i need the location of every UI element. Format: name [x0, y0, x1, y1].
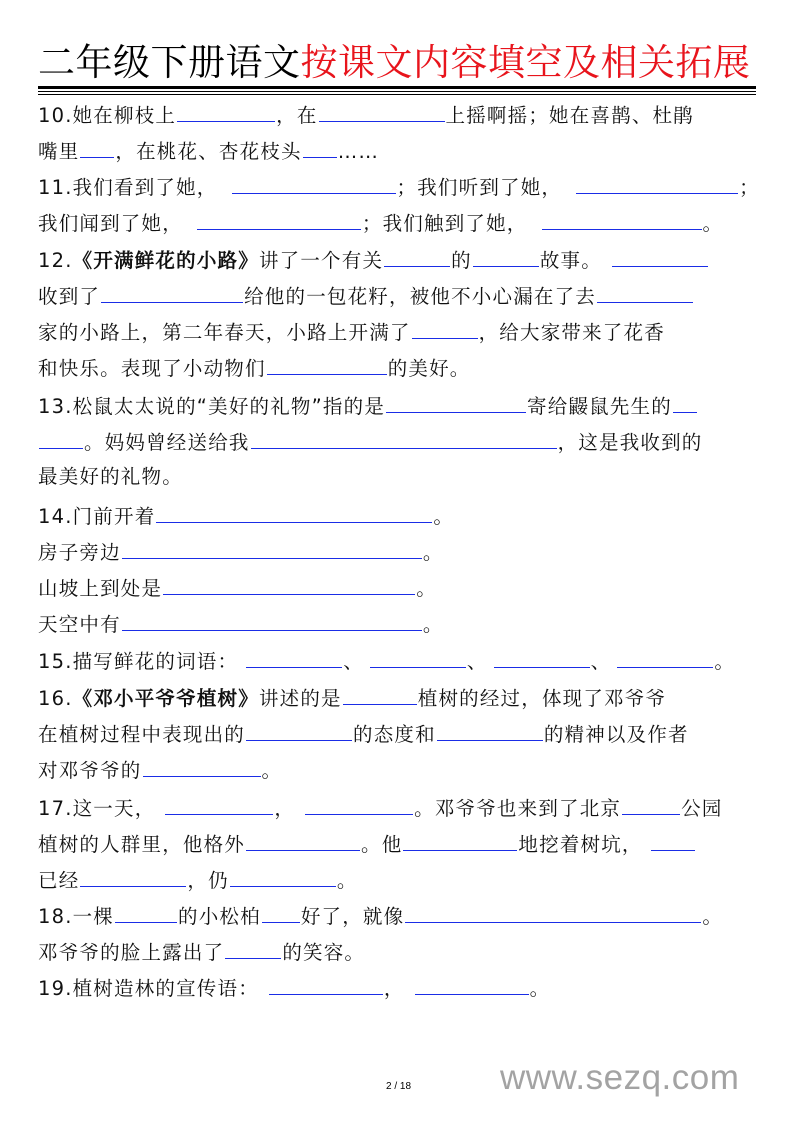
text: ，: [383, 977, 405, 1000]
header-rule-thick: [38, 86, 756, 89]
page-indicator: 2 / 18: [386, 1081, 412, 1092]
text: ，仍: [187, 869, 229, 892]
text: 讲了一个有关: [258, 249, 384, 272]
blank-field[interactable]: [386, 390, 526, 413]
text: 地挖着树坑，: [518, 833, 643, 856]
text: 房子旁边: [38, 541, 121, 564]
blank-field[interactable]: [576, 171, 738, 194]
text: 。: [261, 759, 283, 782]
blank-field[interactable]: [163, 572, 415, 595]
blank-field[interactable]: [622, 792, 680, 815]
page-title: [38, 40, 758, 86]
blank-field[interactable]: [412, 316, 478, 339]
text: 上摇啊摇；她在喜鹊、杜鹃: [445, 104, 694, 127]
text: 。: [714, 650, 736, 673]
blank-field[interactable]: [494, 645, 590, 668]
text: ；我们触到了她，: [361, 212, 528, 235]
blank-field[interactable]: [617, 645, 713, 668]
blank-field[interactable]: [101, 280, 243, 303]
q11-line-2: [38, 207, 723, 237]
blank-field[interactable]: [246, 645, 342, 668]
text: 家的小路上，第二年春天，小路上开满了: [38, 321, 411, 344]
text: 山坡上到处是: [38, 577, 163, 600]
text: 的美好。: [387, 357, 471, 380]
text: ，给大家带来了花香: [478, 321, 665, 344]
blank-field[interactable]: [343, 682, 417, 705]
text: 。: [529, 977, 551, 1000]
text: 嘴里: [38, 140, 80, 163]
text: 15.描写鲜花的词语：: [38, 650, 239, 673]
text: 12.: [38, 249, 73, 272]
blank-field[interactable]: [370, 645, 466, 668]
text: 。: [422, 541, 444, 564]
q18-line-2: [38, 936, 365, 966]
q14-line-2: [38, 536, 444, 566]
blank-field[interactable]: [80, 864, 186, 887]
blank-field[interactable]: [232, 171, 396, 194]
q14-line-4: [38, 608, 444, 638]
blank-field[interactable]: [251, 426, 557, 449]
text: ，: [274, 797, 296, 820]
text: 。: [416, 577, 437, 600]
blank-field[interactable]: [39, 426, 83, 449]
q15-line-1: [38, 645, 735, 675]
q14-line-3: [38, 572, 437, 602]
blank-field[interactable]: [80, 135, 114, 158]
q13-line-3: [38, 462, 183, 492]
text: 收到了: [38, 285, 101, 308]
q13-line-1: [38, 390, 698, 420]
blank-field[interactable]: [651, 828, 695, 851]
q17-line-3: [38, 864, 358, 894]
text: 11.我们看到了她，: [38, 176, 218, 199]
q17-line-1: [38, 792, 723, 822]
text: 故事。: [539, 249, 602, 272]
text: 公园: [681, 797, 723, 820]
blank-field[interactable]: [143, 754, 261, 777]
blank-field[interactable]: [197, 207, 361, 230]
blank-field[interactable]: [262, 900, 300, 923]
q17-line-2: [38, 828, 696, 858]
q13-line-2: [38, 426, 703, 456]
text: 。: [702, 212, 724, 235]
text: 讲述的是: [258, 687, 342, 710]
q12-line-2: [38, 280, 694, 310]
blank-field[interactable]: [246, 828, 360, 851]
blank-field[interactable]: [165, 792, 273, 815]
title-red-part: 按课文内容填空及相关拓展: [300, 41, 751, 84]
text: 16.: [38, 687, 73, 710]
text: 、: [343, 650, 364, 673]
watermark: www.sezq.com: [500, 1058, 740, 1097]
text: 和快乐。表现了小动物们: [38, 357, 266, 380]
text: 邓爷爷的脸上露出了: [38, 941, 225, 964]
text: 。妈妈曾经送给我: [84, 431, 250, 454]
book-title: 《开满鲜花的小路》: [72, 249, 259, 272]
blank-field[interactable]: [319, 99, 445, 122]
text: 17.这一天，: [38, 797, 156, 820]
text: 、: [590, 650, 612, 673]
header-rule-thin: [38, 91, 756, 92]
blank-field[interactable]: [542, 207, 702, 230]
text: 18.一棵: [38, 905, 115, 928]
text: 给他的一包花籽，被他不小心漏在了去: [244, 285, 597, 308]
q19-line-1: [38, 972, 550, 1002]
text: 的: [451, 249, 472, 272]
text: 14.门前开着: [38, 505, 156, 528]
blank-field[interactable]: [225, 936, 281, 959]
book-title: 《邓小平爷爷植树》: [72, 687, 259, 710]
q12-line-4: [38, 352, 471, 382]
blank-field[interactable]: [597, 280, 693, 303]
text: 对邓爷爷的: [38, 759, 142, 782]
blank-field[interactable]: [673, 390, 697, 413]
text: 的小松柏: [178, 905, 261, 928]
q10-line-2: [38, 135, 379, 165]
text: 、: [466, 650, 488, 673]
text: 植树的人群里，他格外: [38, 833, 246, 856]
text: 。: [433, 505, 455, 528]
blank-field[interactable]: [246, 718, 352, 741]
text: 在植树过程中表现出的: [38, 723, 246, 746]
blank-field[interactable]: [122, 536, 422, 559]
text: 。他: [361, 833, 403, 856]
text: 。: [702, 905, 724, 928]
text: 寄给鼹鼠先生的: [527, 395, 672, 418]
q16-line-3: [38, 754, 282, 784]
header-rule-thin-2: [38, 94, 756, 95]
text: ，在桃花、杏花枝头: [115, 140, 302, 163]
blank-field[interactable]: [303, 135, 337, 158]
text: 的态度和: [353, 723, 436, 746]
text: ，这是我收到的: [557, 431, 703, 454]
blank-field[interactable]: [122, 608, 422, 631]
text: 。邓爷爷也来到了北京: [414, 797, 622, 820]
q16-line-1: [38, 682, 666, 712]
blank-field[interactable]: [230, 864, 336, 887]
text: 植树的经过，体现了邓爷爷: [417, 687, 667, 710]
text: 最美好的礼物。: [38, 465, 183, 488]
text: 的笑容。: [282, 941, 366, 964]
text: 的精神以及作者: [543, 723, 689, 746]
text: 我们闻到了她，: [38, 212, 183, 235]
q12-line-3: [38, 316, 665, 346]
q16-line-2: [38, 718, 689, 748]
blank-field[interactable]: [267, 352, 387, 375]
text: 。: [336, 869, 358, 892]
q12-line-1: [38, 244, 709, 274]
blank-field[interactable]: [405, 900, 701, 923]
text: 10.她在柳枝上: [38, 104, 177, 127]
blank-field[interactable]: [612, 244, 708, 267]
title-black-part: 二年级下册语文: [38, 41, 301, 84]
text: ；我们听到了她，: [396, 176, 563, 199]
text: 13.松鼠太太说的“美好的礼物”指的是: [38, 395, 386, 418]
blank-field[interactable]: [269, 972, 383, 995]
text: 好了，就像: [300, 905, 405, 928]
blank-field[interactable]: [437, 718, 543, 741]
text: ，在: [276, 104, 318, 127]
blank-field[interactable]: [177, 99, 275, 122]
text: ；: [739, 176, 760, 199]
text: 19.植树造林的宣传语：: [38, 977, 259, 1000]
q11-line-1: [38, 171, 760, 201]
q10-line-1: [38, 99, 694, 129]
text: 天空中有: [38, 613, 121, 636]
blank-field[interactable]: [415, 972, 529, 995]
blank-field[interactable]: [403, 828, 517, 851]
text: 已经: [38, 869, 80, 892]
q14-line-1: [38, 500, 454, 530]
blank-field[interactable]: [473, 244, 539, 267]
blank-field[interactable]: [115, 900, 177, 923]
blank-field[interactable]: [384, 244, 450, 267]
text: 。: [422, 613, 444, 636]
blank-field[interactable]: [305, 792, 413, 815]
q18-line-1: [38, 900, 723, 930]
blank-field[interactable]: [156, 500, 432, 523]
text: ……: [337, 140, 380, 163]
